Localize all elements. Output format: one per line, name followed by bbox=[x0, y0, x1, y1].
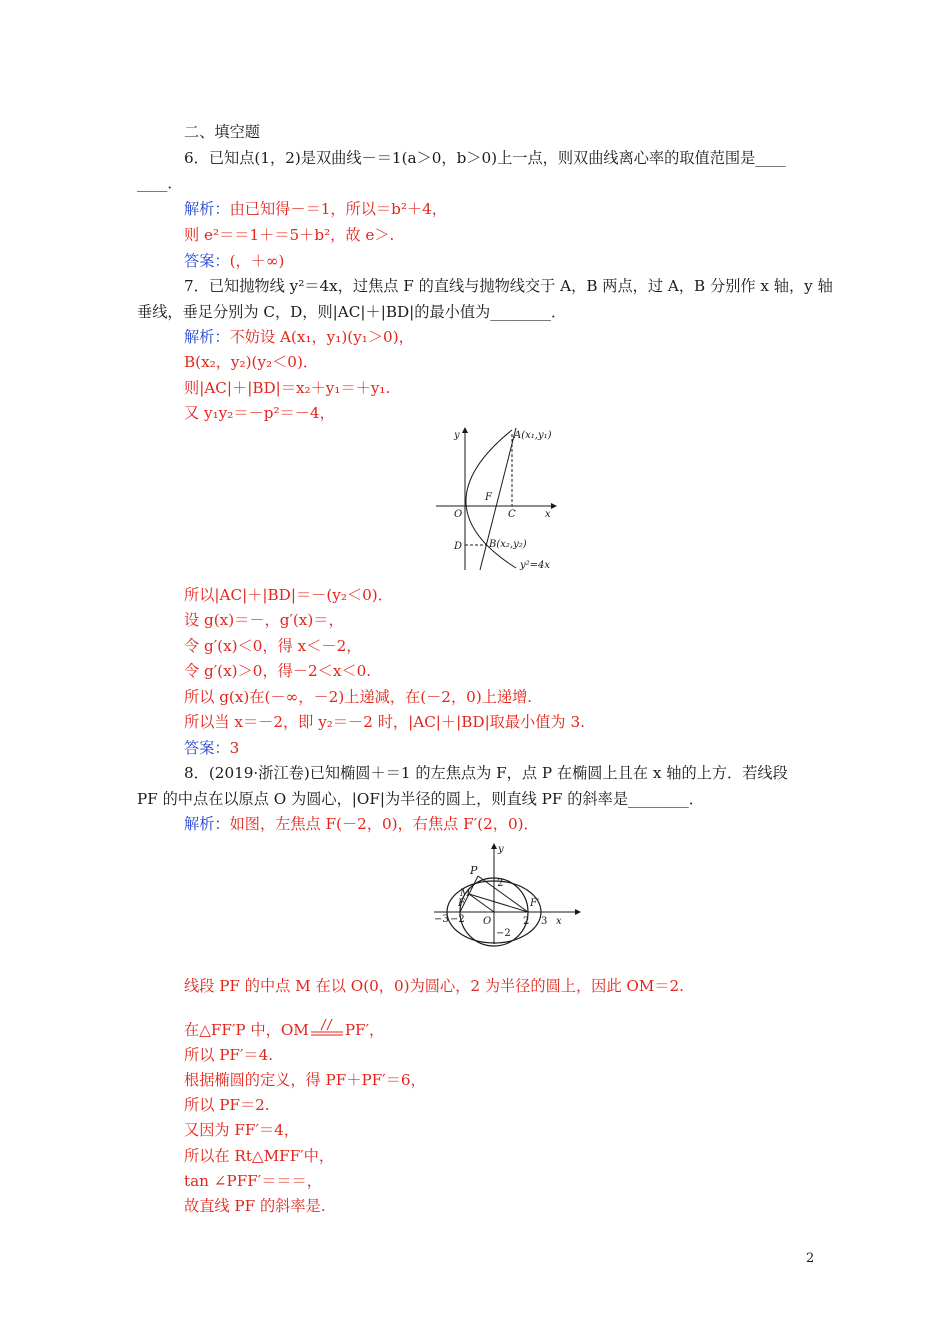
x-axis-arrow bbox=[551, 503, 557, 509]
fig2-label-o: O bbox=[483, 916, 492, 927]
fig1-label-curve: y²=4x bbox=[520, 560, 551, 571]
a8-line1 bbox=[184, 813, 539, 835]
a6-line1 bbox=[184, 198, 447, 220]
solution-label: 解析： bbox=[184, 200, 230, 218]
fig2-label-m: M bbox=[460, 888, 471, 899]
fig2-label-top2: 2 bbox=[497, 878, 504, 889]
parallel-equal-symbol bbox=[309, 1019, 345, 1041]
fig2-label-x: x bbox=[556, 916, 562, 927]
fig2-label-y: y bbox=[498, 844, 504, 855]
x-axis-arrow bbox=[575, 909, 581, 915]
a6-line2: 则 e²＝＝1＋＝5＋b²，故 e＞. bbox=[184, 226, 395, 244]
fig2-label-3: 3 bbox=[541, 916, 548, 927]
a8-text3a: 在△FF′P 中，OM bbox=[184, 1021, 309, 1039]
q7-line1: 7．已知抛物线 y²＝4x，过焦点 F 的直线与抛物线交于 A，B 两点，过 A，B 分别作 x 轴，y 轴 bbox=[184, 277, 833, 295]
answer-label: 答案： bbox=[184, 252, 230, 270]
a6-text1: 由已知得－＝1，所以＝b²＋4， bbox=[229, 200, 447, 218]
fig2-label-f2: F′ bbox=[530, 898, 540, 909]
q7-line2: 垂线，垂足分别为 C，D，则|AC|＋|BD|的最小值为________． bbox=[137, 303, 567, 321]
parabola-figure bbox=[430, 424, 570, 574]
q6-line2: ____． bbox=[137, 174, 183, 192]
fig1-label-d: D bbox=[454, 541, 463, 552]
q6-line1: 6．已知点(1，2)是双曲线－＝1(a＞0，b＞0)上一点，则双曲线离心率的取值范围是____ bbox=[184, 149, 786, 167]
fig1-label-y: y bbox=[454, 430, 460, 441]
a8-line6: 所以 PF＝2. bbox=[184, 1096, 270, 1114]
a8-text1: 如图，左焦点 F(－2，0)，右焦点 F′(2，0)． bbox=[229, 815, 539, 833]
a8-line4: 所以 PF′＝4. bbox=[184, 1046, 274, 1064]
q8-line2: PF 的中点在以原点 O 为圆心，|OF|为半径的圆上，则直线 PF 的斜率是________． bbox=[137, 790, 704, 808]
a7-line2: B(x₂，y₂)(y₂＜0)． bbox=[184, 353, 319, 371]
a7-line7: 令 g′(x)＜0，得 x＜－2， bbox=[184, 637, 362, 655]
section-heading: 二、填空题 bbox=[184, 123, 260, 141]
fig1-label-o: O bbox=[454, 509, 463, 520]
solution-label: 解析： bbox=[184, 328, 230, 346]
a7-line5: 所以|AC|＋|BD|＝－(y₂＜0)． bbox=[184, 586, 393, 604]
fig1-label-a: A(x₁,y₁) bbox=[514, 430, 552, 441]
fig1-label-x: x bbox=[545, 509, 551, 520]
ans7-line bbox=[184, 737, 239, 759]
a8-line3 bbox=[184, 1019, 384, 1041]
a7-line10: 所以当 x＝－2，即 y₂＝－2 时，|AC|＋|BD|取最小值为 3. bbox=[184, 713, 585, 731]
a8-line10: 故直线 PF 的斜率是. bbox=[184, 1197, 326, 1215]
a7-line6: 设 g(x)＝－，g′(x)＝， bbox=[184, 611, 344, 629]
fig1-label-f: F bbox=[485, 492, 492, 503]
a7-line3: 则|AC|＋|BD|＝x₂＋y₁＝＋y₁. bbox=[184, 379, 391, 397]
fig2-label-neg2: −2 bbox=[450, 914, 465, 925]
a8-line5: 根据椭圆的定义，得 PF＋PF′＝6， bbox=[184, 1071, 426, 1089]
answer-label: 答案： bbox=[184, 739, 230, 757]
fig2-label-neg3: −3 bbox=[434, 914, 449, 925]
a8-line7: 又因为 FF′＝4， bbox=[184, 1121, 299, 1139]
y-axis-arrow bbox=[491, 843, 497, 849]
fig2-label-bottom: −2 bbox=[496, 928, 511, 939]
a8-text3b: PF′， bbox=[344, 1021, 385, 1039]
a8-line8: 所以在 Rt△MFF′中， bbox=[184, 1147, 335, 1165]
y-axis-arrow bbox=[462, 427, 468, 433]
fig2-label-f: F bbox=[458, 898, 465, 909]
a8-line2: 线段 PF 的中点 M 在以 O(0，0)为圆心，2 为半径的圆上，因此 OM＝2. bbox=[184, 977, 685, 995]
a7-line9: 所以 g(x)在(－∞，－2)上递减，在(－2，0)上递增. bbox=[184, 688, 533, 706]
page-number: 2 bbox=[806, 1251, 815, 1266]
a7-line4: 又 y₁y₂＝－p²＝－4， bbox=[184, 404, 335, 422]
segment-mf2 bbox=[469, 894, 528, 912]
ellipse-figure bbox=[430, 840, 600, 950]
ans7-value: 3 bbox=[229, 739, 240, 757]
ans6-value: (，＋∞) bbox=[229, 252, 285, 270]
fig1-label-b: B(x₂,y₂) bbox=[489, 539, 527, 550]
solution-label: 解析： bbox=[184, 815, 230, 833]
fig2-label-2: 2 bbox=[523, 916, 530, 927]
a7-line1 bbox=[184, 326, 414, 348]
ans6-line bbox=[184, 250, 284, 272]
a7-line8: 令 g′(x)＞0，得－2＜x＜0. bbox=[184, 662, 372, 680]
a8-line9: tan ∠PFF′＝＝＝， bbox=[184, 1172, 322, 1190]
a7-text1: 不妨设 A(x₁，y₁)(y₁＞0)， bbox=[229, 328, 414, 346]
segment-om bbox=[469, 894, 494, 912]
fig1-label-c: C bbox=[508, 509, 516, 520]
fig2-label-p: P bbox=[470, 864, 478, 877]
q8-line1: 8．(2019·浙江卷)已知椭圆＋＝1 的左焦点为 F，点 P 在椭圆上且在 x 轴的上方．若线段 bbox=[184, 764, 788, 782]
